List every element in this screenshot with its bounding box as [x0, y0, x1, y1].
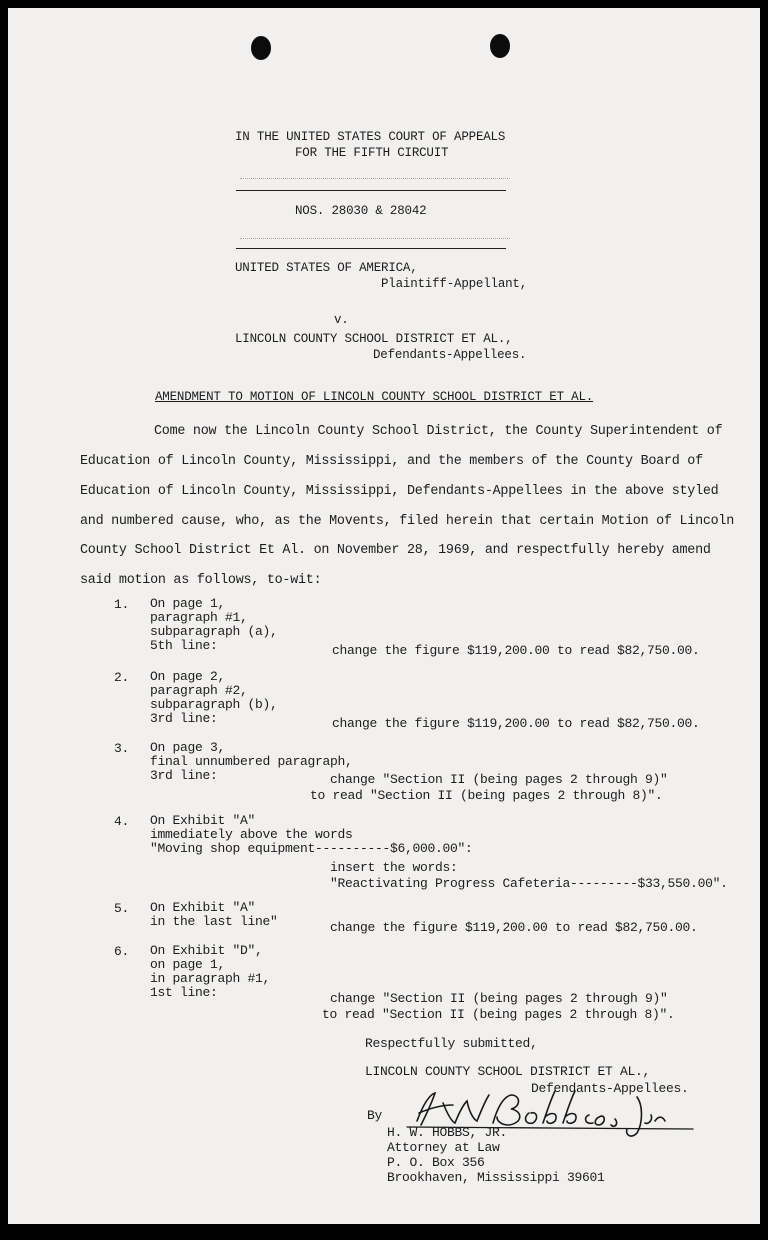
- closing: Respectfully submitted,: [365, 1036, 538, 1051]
- body-line: Education of Lincoln County, Mississippi, and the members of the County Board of: [80, 454, 703, 469]
- faint-dotted-line: [240, 178, 510, 179]
- court-name: IN THE UNITED STATES COURT OF APPEALS: [235, 130, 506, 144]
- attorney-name: H. W. HOBBS, JR.: [387, 1125, 508, 1140]
- body-line: said motion as follows, to-wit:: [80, 573, 322, 588]
- body-line: County School District Et Al. on November 28, 1969, and respectfully hereby amend: [80, 543, 711, 558]
- by-label: By: [367, 1108, 383, 1123]
- signature-party: LINCOLN COUNTY SCHOOL DISTRICT ET AL.,: [365, 1064, 651, 1079]
- item-number: 5.: [114, 901, 130, 916]
- item-location: On page 3, final unnumbered paragraph, 3rd line:: [150, 740, 353, 783]
- attorney-title: Attorney at Law: [387, 1140, 500, 1155]
- item-number: 4.: [114, 814, 130, 829]
- item-location: On Exhibit "A" immediately above the words "Moving shop equipment----------$6,000.00":: [150, 813, 473, 856]
- item-number: 6.: [114, 944, 130, 959]
- faint-dotted-line: [240, 238, 510, 239]
- item-change-cont: to read "Section II (being pages 2 through 8)".: [322, 1007, 675, 1022]
- attorney-address-1: P. O. Box 356: [387, 1155, 485, 1170]
- caption-rule-top: [236, 190, 506, 191]
- punch-hole-right: [490, 34, 510, 58]
- item-change: change the figure $119,200.00 to read $82,750.00.: [332, 716, 700, 731]
- plaintiff-name: UNITED STATES OF AMERICA,: [235, 261, 418, 275]
- body-line: Education of Lincoln County, Mississippi, Defendants-Appellees in the above styled: [80, 484, 719, 499]
- circuit-name: FOR THE FIFTH CIRCUIT: [295, 146, 449, 160]
- item-change: insert the words:: [330, 860, 458, 875]
- item-location: On Exhibit "D", on page 1, in paragraph #1, 1st line:: [150, 943, 271, 1000]
- attorney-address-2: Brookhaven, Mississippi 39601: [387, 1170, 605, 1185]
- plaintiff-role: Plaintiff-Appellant,: [381, 277, 528, 291]
- caption-rule-bottom: [236, 248, 506, 249]
- item-change-cont: "Reactivating Progress Cafeteria---------$33,550.00".: [330, 876, 728, 891]
- signature-role: Defendants-Appellees.: [531, 1081, 689, 1096]
- versus: v.: [334, 313, 349, 327]
- defendant-role: Defendants-Appellees.: [373, 348, 527, 362]
- item-location: On Exhibit "A" in the last line": [150, 900, 278, 929]
- item-change: change the figure $119,200.00 to read $82,750.00.: [332, 643, 700, 658]
- item-location: On page 2, paragraph #2, subparagraph (b), 3rd line:: [150, 669, 278, 726]
- item-change: change the figure $119,200.00 to read $82,750.00.: [330, 920, 698, 935]
- item-change: change "Section II (being pages 2 through 9)": [330, 772, 668, 787]
- body-line: and numbered cause, who, as the Movents, filed herein that certain Motion of Lincoln: [80, 514, 734, 529]
- item-location: On page 1, paragraph #1, subparagraph (a), 5th line:: [150, 596, 278, 653]
- item-number: 1.: [114, 597, 130, 612]
- defendant-name: LINCOLN COUNTY SCHOOL DISTRICT ET AL.,: [235, 332, 513, 346]
- document-title: AMENDMENT TO MOTION OF LINCOLN COUNTY SCHOOL DISTRICT ET AL.: [155, 390, 594, 404]
- item-number: 3.: [114, 741, 130, 756]
- case-numbers: NOS. 28030 & 28042: [295, 204, 427, 218]
- item-number: 2.: [114, 670, 130, 685]
- punch-hole-left: [251, 36, 271, 60]
- document-page: [8, 8, 760, 1224]
- item-change-cont: to read "Section II (being pages 2 through 8)".: [310, 788, 663, 803]
- item-change: change "Section II (being pages 2 through 9)": [330, 991, 668, 1006]
- body-line: Come now the Lincoln County School District, the County Superintendent of: [154, 424, 723, 439]
